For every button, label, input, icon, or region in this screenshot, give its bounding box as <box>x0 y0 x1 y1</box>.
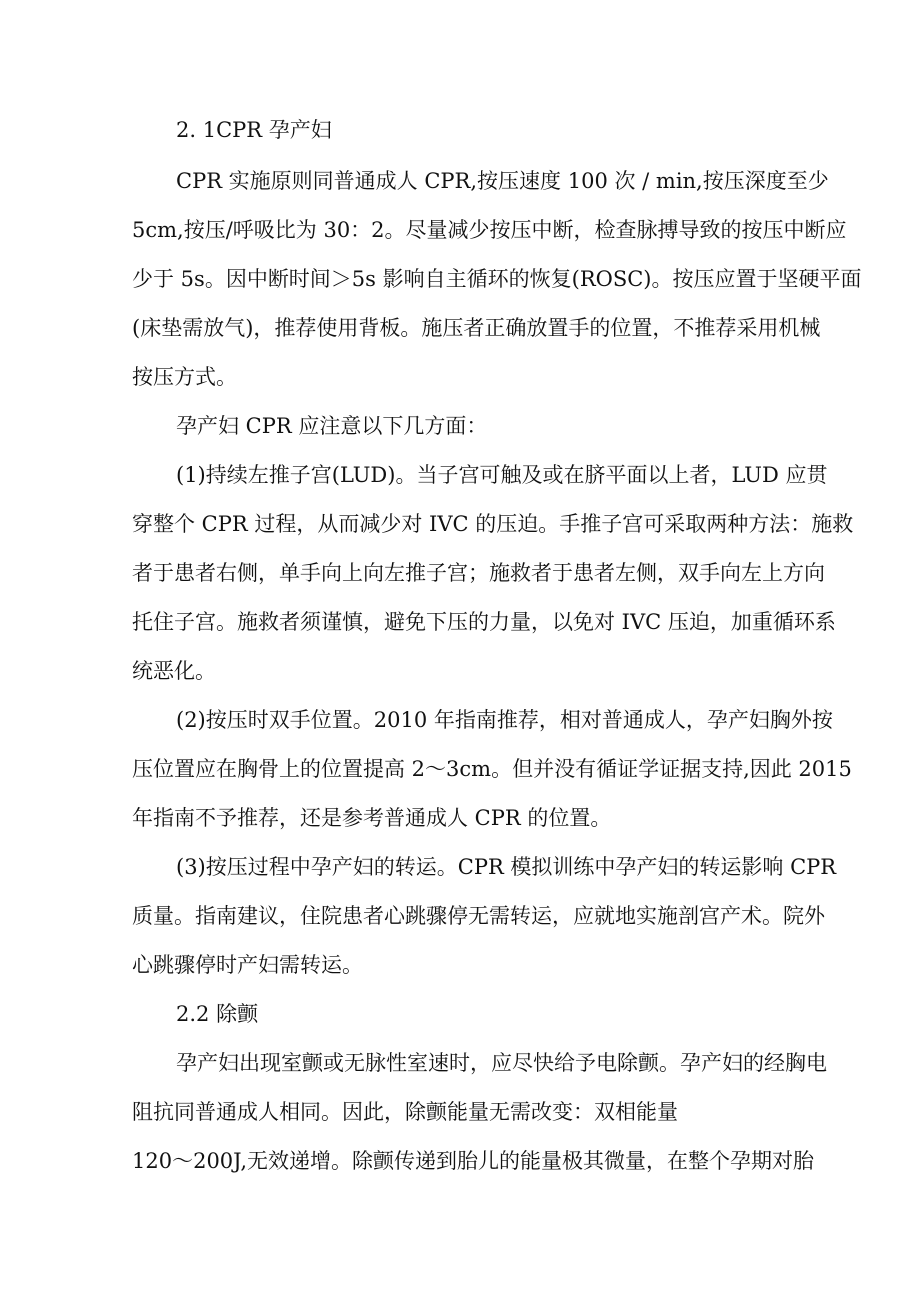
paragraph-line: 孕产妇出现室颤或无脉性室速时，应尽快给予电除颤。孕产妇的经胸电 <box>176 1051 827 1075</box>
paragraph-line: 按压方式。 <box>132 365 237 389</box>
list-item-line: 心跳骤停时产妇需转运。 <box>132 953 363 977</box>
list-item-line: 年指南不予推荐，还是参考普通成人 CPR 的位置。 <box>132 806 612 830</box>
paragraph-line: 少于 5s。因中断时间＞5s 影响自主循环的恢复(ROSC)。按压应置于坚硬平面 <box>132 267 862 291</box>
list-item-line: (3)按压过程中孕产妇的转运。CPR 模拟训练中孕产妇的转运影响 CPR <box>176 855 837 879</box>
paragraph-line: 120～200J,无效递增。除颤传递到胎儿的能量极其微量，在整个孕期对胎 <box>132 1149 815 1173</box>
paragraph-line: 阻抗同普通成人相同。因此，除颤能量无需改变：双相能量 <box>132 1100 678 1124</box>
list-item-line: 托住子宫。施救者须谨慎，避免下压的力量，以免对 IVC 压迫，加重循环系 <box>132 610 836 634</box>
list-item-line: 穿整个 CPR 过程，从而减少对 IVC 的压迫。手推子宫可采取两种方法：施救 <box>132 512 854 536</box>
paragraph-line: 孕产妇 CPR 应注意以下几方面： <box>176 414 488 438</box>
section-heading-defibrillation: 2.2 除颤 <box>176 1002 259 1026</box>
list-item-line: 压位置应在胸骨上的位置提高 2～3cm。但并没有循证学证据支持,因此 2015 <box>132 757 852 781</box>
paragraph-line: 5cm,按压/呼吸比为 30：2。尽量减少按压中断，检查脉搏导致的按压中断应 <box>132 218 847 242</box>
list-item-line: (1)持续左推子宫(LUD)。当子宫可触及或在脐平面以上者，LUD 应贯 <box>176 463 828 487</box>
list-item-line: 统恶化。 <box>132 659 216 683</box>
list-item-line: 者于患者右侧，单手向上向左推子宫；施救者于患者左侧，双手向左上方向 <box>132 561 825 585</box>
paragraph-line: (床垫需放气)，推荐使用背板。施压者正确放置手的位置，不推荐采用机械 <box>132 316 821 340</box>
paragraph-line: CPR 实施原则同普通成人 CPR,按压速度 100 次 / min,按压深度至少 <box>176 169 829 193</box>
list-item-line: 质量。指南建议，住院患者心跳骤停无需转运，应就地实施剖宫产术。院外 <box>132 904 825 928</box>
section-heading-cpr: 2. 1CPR 孕产妇 <box>176 118 332 142</box>
list-item-line: (2)按压时双手位置。2010 年指南推荐，相对普通成人，孕产妇胸外按 <box>176 708 833 732</box>
